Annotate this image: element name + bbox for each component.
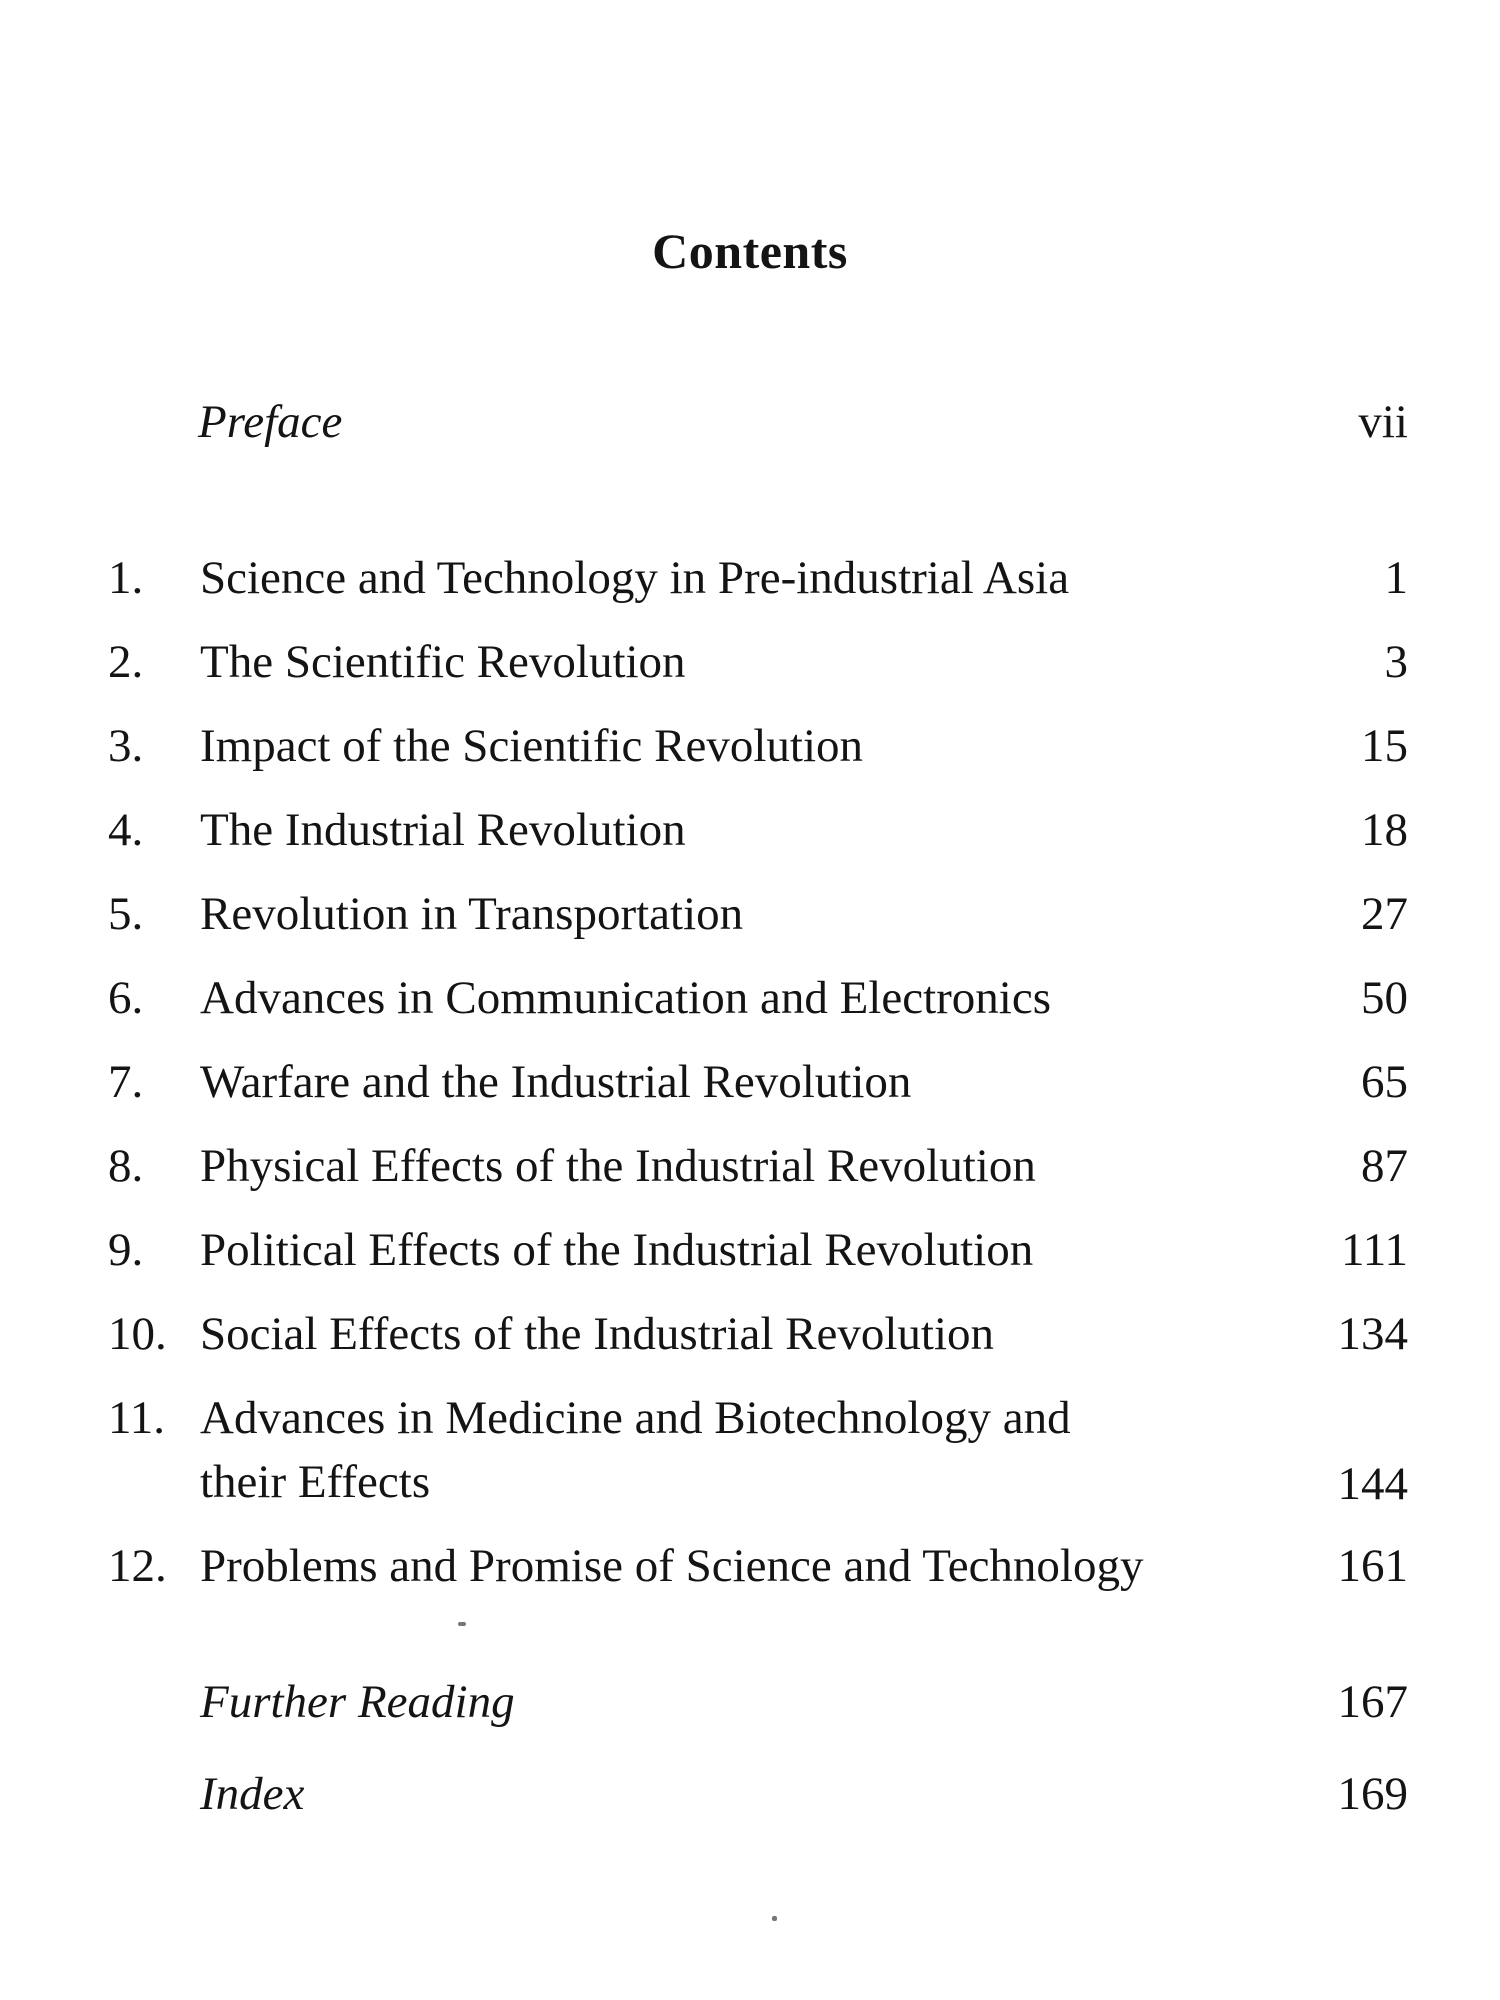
toc-entry-chapter-9 <box>108 1218 1408 1282</box>
toc-entry-chapter-1 <box>108 546 1408 610</box>
chapter-number: 8. <box>108 1140 144 1192</box>
entry-page-number: 144 <box>1337 1458 1408 1510</box>
entry-page-number: 134 <box>1337 1308 1408 1360</box>
toc-entry-chapter-3 <box>108 714 1408 778</box>
chapter-title: Political Effects of the Industrial Revolution <box>200 1224 1034 1276</box>
toc-entry-further-reading <box>108 1670 1408 1734</box>
chapter-title: Revolution in Transportation <box>200 888 744 940</box>
entry-page-number: 1 <box>1384 552 1408 604</box>
entry-page-number: 3 <box>1384 636 1408 688</box>
entry-page-number: 15 <box>1361 720 1408 772</box>
entry-label: Preface <box>198 396 343 448</box>
chapter-title-line-1: Advances in Medicine and Biotechnology and <box>200 1392 1071 1444</box>
toc-entry-chapter-10 <box>108 1302 1408 1366</box>
toc-entry-chapter-12 <box>108 1534 1408 1598</box>
entry-page-number: 87 <box>1361 1140 1408 1192</box>
entry-page-number: 27 <box>1361 888 1408 940</box>
chapter-number: 5. <box>108 888 144 940</box>
chapter-number: 4. <box>108 804 144 856</box>
chapter-title: The Industrial Revolution <box>200 804 686 856</box>
page-title: Contents <box>652 223 848 279</box>
entry-page-number: vii <box>1358 396 1408 448</box>
entry-label: Further Reading <box>200 1676 515 1728</box>
toc-entry-index <box>108 1762 1408 1826</box>
toc-entry-chapter-5 <box>108 882 1408 946</box>
scan-speck <box>458 1622 466 1626</box>
toc-entry-chapter-2 <box>108 630 1408 694</box>
chapter-title: Impact of the Scientific Revolution <box>200 720 864 772</box>
chapter-number: 11. <box>108 1392 166 1444</box>
chapter-title: Warfare and the Industrial Revolution <box>200 1056 912 1108</box>
scan-speck <box>772 1916 777 1921</box>
entry-page-number: 18 <box>1361 804 1408 856</box>
entry-page-number: 50 <box>1361 972 1408 1024</box>
chapter-number: 10. <box>108 1308 167 1360</box>
chapter-number: 12. <box>108 1540 167 1592</box>
entry-page-number: 167 <box>1337 1676 1408 1728</box>
chapter-number: 2. <box>108 636 144 688</box>
toc-entry-chapter-7 <box>108 1050 1408 1114</box>
chapter-title: Physical Effects of the Industrial Revolution <box>200 1140 1036 1192</box>
entry-page-number: 65 <box>1361 1056 1408 1108</box>
chapter-title: Advances in Communication and Electronics <box>200 972 1052 1024</box>
toc-entry-chapter-11 <box>108 1386 1408 1516</box>
chapter-number: 9. <box>108 1224 144 1276</box>
chapter-number: 3. <box>108 720 144 772</box>
entry-page-number: 111 <box>1340 1224 1408 1276</box>
chapter-number: 7. <box>108 1056 144 1108</box>
entry-page-number: 161 <box>1337 1540 1408 1592</box>
chapter-number: 6. <box>108 972 144 1024</box>
toc-entry-chapter-8 <box>108 1134 1408 1198</box>
toc-entry-chapter-6 <box>108 966 1408 1030</box>
chapter-number: 1. <box>108 552 144 604</box>
chapter-title: The Scientific Revolution <box>200 636 686 688</box>
toc-entry-preface <box>108 390 1408 454</box>
chapter-title: Problems and Promise of Science and Technology <box>200 1540 1144 1592</box>
chapter-title-line-2: their Effects <box>200 1456 431 1508</box>
entry-page-number: 169 <box>1337 1768 1408 1820</box>
entry-label: Index <box>200 1768 305 1820</box>
chapter-title: Science and Technology in Pre-industrial Asia <box>200 552 1070 604</box>
toc-entry-chapter-4 <box>108 798 1408 862</box>
chapter-title: Social Effects of the Industrial Revolution <box>200 1308 995 1360</box>
